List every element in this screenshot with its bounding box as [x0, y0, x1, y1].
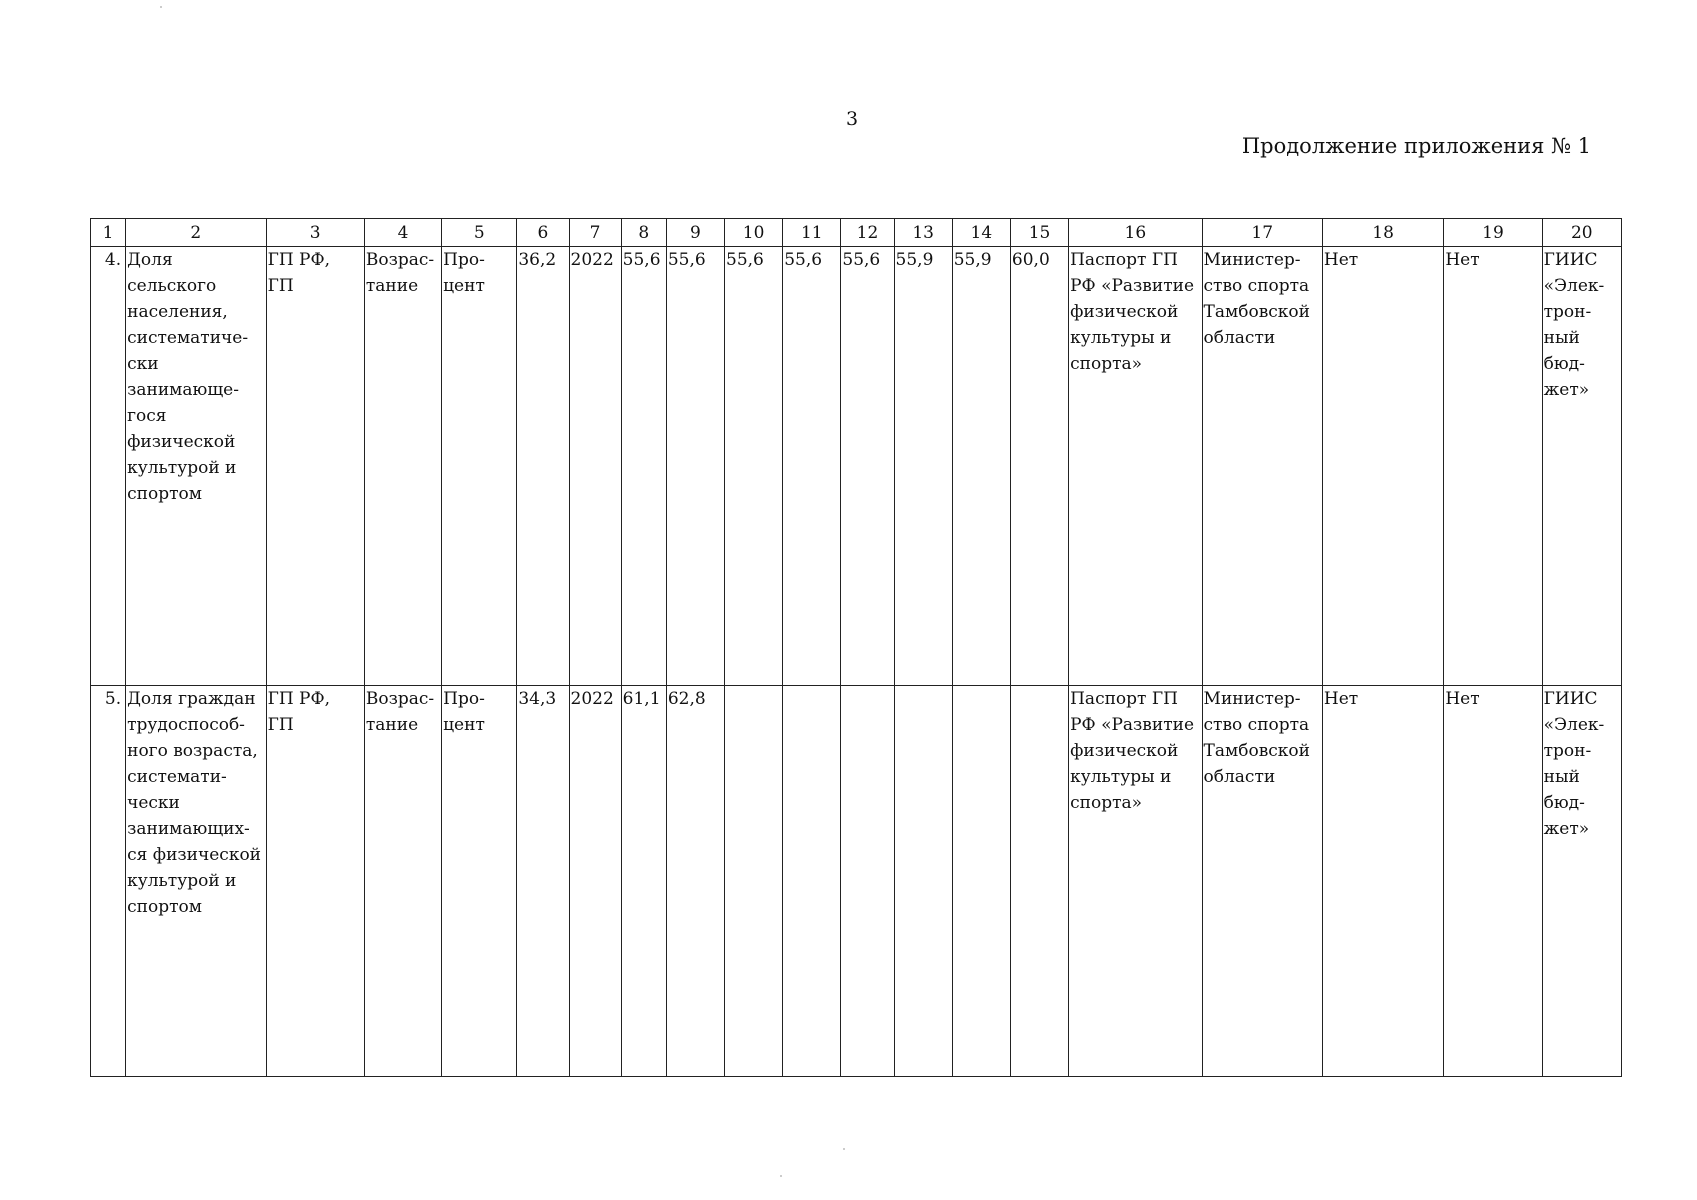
flag-cell: Нет — [1322, 247, 1443, 686]
header-cell: 2 — [126, 219, 266, 247]
flag-cell: Нет — [1444, 247, 1542, 686]
value-cell — [1010, 686, 1068, 1077]
annex-title: Продолжение приложения № 1 — [1241, 134, 1591, 158]
unit-cell: Про- цент — [442, 247, 517, 686]
header-cell: 12 — [841, 219, 894, 247]
page-number: 3 — [845, 108, 859, 130]
header-cell: 19 — [1444, 219, 1542, 247]
header-cell: 13 — [894, 219, 952, 247]
header-cell: 1 — [91, 219, 126, 247]
value-cell: 55,6 — [621, 247, 666, 686]
responsible-cell: Министер- ство спорта Тамбовской области — [1202, 247, 1322, 686]
row-number-cell: 4. — [91, 247, 126, 686]
value-cell: 55,9 — [894, 247, 952, 686]
base-value-cell: 34,3 — [517, 686, 569, 1077]
value-cell — [894, 686, 952, 1077]
scan-speck — [843, 1148, 845, 1150]
unit-cell: Про- цент — [442, 686, 517, 1077]
document-cell: Паспорт ГП РФ «Развитие физической культуры и спорта» — [1069, 247, 1202, 686]
header-cell: 4 — [364, 219, 441, 247]
indicator-name-cell: Доля граждан трудоспособ- ного возраста, системати- чески занимающих- ся физической культурой и спортом — [126, 686, 266, 1077]
trend-cell: Возрас- тание — [364, 686, 441, 1077]
table-row — [91, 247, 1622, 686]
header-cell: 8 — [621, 219, 666, 247]
flag-cell: Нет — [1444, 686, 1542, 1077]
scan-speck — [160, 6, 162, 8]
value-cell: 60,0 — [1010, 247, 1068, 686]
value-cell: 55,6 — [725, 247, 783, 686]
header-cell: 14 — [952, 219, 1010, 247]
document-cell: Паспорт ГП РФ «Развитие физической культуры и спорта» — [1069, 686, 1202, 1077]
header-cell: 20 — [1542, 219, 1621, 247]
program-level-cell: ГП РФ, ГП — [266, 686, 364, 1077]
value-cell: 61,1 — [621, 686, 666, 1077]
trend-cell: Возрас- тание — [364, 247, 441, 686]
value-cell — [783, 686, 841, 1077]
header-cell: 6 — [517, 219, 569, 247]
row-number-cell: 5. — [91, 686, 126, 1077]
value-cell — [952, 686, 1010, 1077]
header-cell: 11 — [783, 219, 841, 247]
indicator-name-cell: Доля сельского населения, систематиче- ски занимающе- гося физической культурой и спортом — [126, 247, 266, 686]
responsible-cell: Министер- ство спорта Тамбовской области — [1202, 686, 1322, 1077]
program-level-cell: ГП РФ, ГП — [266, 247, 364, 686]
header-cell: 17 — [1202, 219, 1322, 247]
value-cell: 55,9 — [952, 247, 1010, 686]
value-cell: 55,6 — [783, 247, 841, 686]
header-cell: 7 — [569, 219, 621, 247]
value-cell — [841, 686, 894, 1077]
flag-cell: Нет — [1322, 686, 1443, 1077]
table-header-row — [91, 219, 1622, 247]
indicators-table — [90, 218, 1622, 1077]
value-cell: 55,6 — [666, 247, 724, 686]
value-cell — [725, 686, 783, 1077]
header-cell: 10 — [725, 219, 783, 247]
header-cell: 16 — [1069, 219, 1202, 247]
base-year-cell: 2022 — [569, 247, 621, 686]
header-cell: 5 — [442, 219, 517, 247]
base-year-cell: 2022 — [569, 686, 621, 1077]
header-cell: 3 — [266, 219, 364, 247]
table-row — [91, 686, 1622, 1077]
header-cell: 18 — [1322, 219, 1443, 247]
info-system-cell: ГИИС «Элек- трон- ный бюд- жет» — [1542, 247, 1621, 686]
scan-speck — [780, 1175, 782, 1177]
header-cell: 15 — [1010, 219, 1068, 247]
header-cell: 9 — [666, 219, 724, 247]
value-cell: 55,6 — [841, 247, 894, 686]
base-value-cell: 36,2 — [517, 247, 569, 686]
info-system-cell: ГИИС «Элек- трон- ный бюд- жет» — [1542, 686, 1621, 1077]
value-cell: 62,8 — [666, 686, 724, 1077]
